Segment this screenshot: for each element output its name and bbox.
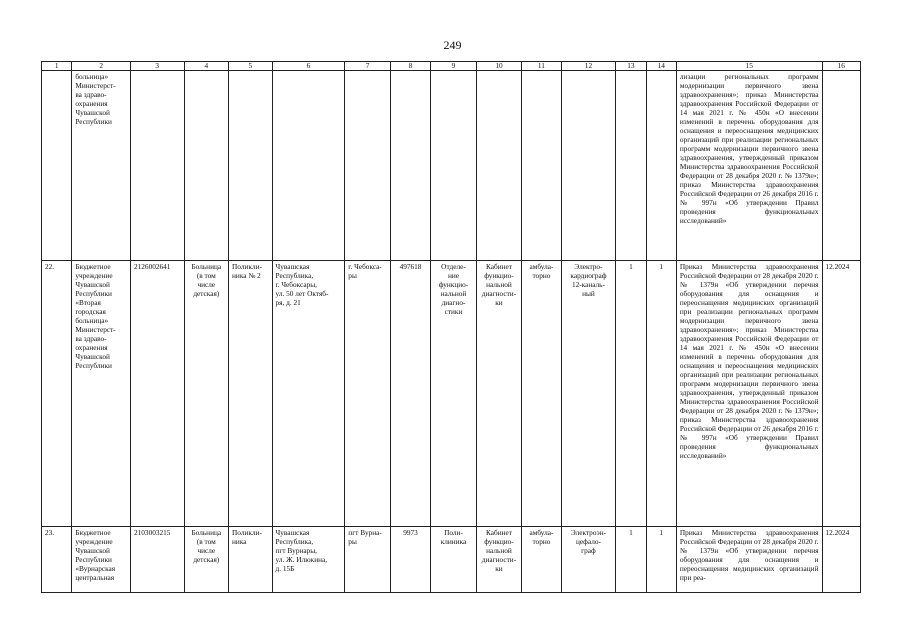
header-cell: 15 [676,62,822,71]
header-cell: 9 [431,62,477,71]
header-cell: 7 [345,62,391,71]
cabinet-cell: Кабинет функцио- нальной диагности- ки [476,526,522,592]
unit-cell: Поликли- ника [229,526,272,592]
header-cell: 4 [184,62,228,71]
header-cell: 14 [646,62,676,71]
row-number-cell: 23. [42,526,72,592]
header-cell: 3 [130,62,184,71]
header-cell: 11 [522,62,561,71]
legal-basis-cell: Приказ Министерства здравоохранения Российской Федерации от 28 декабря 2020 г. № 1379н «Об утверждении перечня оборудования для оснащения и переоснащения медицинских организаций при реализации региональных программ модернизации первичного звена здравоохранения»; приказ Министерства здравоохранения Российской Федерации от 14 мая 2021 г. № 450н «О внесении изменений в перечень оборудования для оснащения и переоснащения медицинских организаций при реализации региональных программ модернизации первичного звена здравоохранения, утвержденный приказом Министерства здравоохранения Российской Федерации от 28 декабря 2020 г. № 1379н»; приказ Министерства здравоохранения Российской Федерации от 26 декабря 2016 г. № 997н «Об утверждении Правил проведения функциональных исследований» [676,260,822,526]
organization-cell: Бюджетное учреждение Чувашской Республики «Вторая городская больница» Министерст- ва здраво- охранения Чувашской Республики [72,260,131,526]
table-row [42,70,861,260]
locality-cell [345,70,391,260]
unit-cell: Поликли- ника № 2 [229,260,272,526]
legal-basis-cell: лизации региональных программ модернизации первичного звена здравоохранения»; приказ Министерства здравоохранения Российской Федерации от 14 мая 2021 г. № 450н «О внесении изменений в перечень оборудования для оснащения и переоснащения медицинских организаций при реализации региональных программ модернизации первичного звена здравоохранения, утвержденный приказом Министерства здравоохранения Российской Федерации от 28 декабря 2020 г. № 1379н»; приказ Министерства здравоохранения Российской Федерации от 26 декабря 2016 г. № 997н «Об утверждении Правил проведения функциональных исследований» [676,70,822,260]
equipment-cell [561,70,616,260]
type-cell: Больница (в том числе детская) [184,526,228,592]
condition-cell: амбула- торно [522,260,561,526]
locality-cell: г. Чебокса- ры [345,260,391,526]
department-cell: Отделе- ние функцио- нальной диагно- стики [431,260,477,526]
locality-cell: пгт Вурна- ры [345,526,391,592]
code-cell: 497618 [390,260,430,526]
cabinet-cell [476,70,522,260]
page-number: 249 [443,38,462,52]
condition-cell: амбула- торно [522,526,561,592]
cabinet-cell: Кабинет функцио- нальной диагности- ки [476,260,522,526]
quantity-cell: 1 [646,526,676,592]
column-number-header [42,62,861,71]
department-cell: Поли- клиника [431,526,477,592]
equipment-cell: Электроэн- цефало- граф [561,526,616,592]
header-cell: 5 [229,62,272,71]
header-cell: 2 [72,62,131,71]
row-number-cell: 22. [42,260,72,526]
organization-cell: больница» Министерст- ва здраво- охранения Чувашской Республики [72,70,131,260]
quantity-cell [616,70,646,260]
header-cell: 6 [272,62,345,71]
date-cell: 12.2024 [822,526,861,592]
equipment-cell: Электро- кардиограф 12-каналь- ный [561,260,616,526]
row-number-cell [42,70,72,260]
header-cell: 1 [42,62,72,71]
quantity-cell: 1 [616,526,646,592]
quantity-cell [646,70,676,260]
code-cell: 9973 [390,526,430,592]
code-cell [390,70,430,260]
header-cell: 16 [822,62,861,71]
inn-cell: 2103003215 [130,526,184,592]
legal-basis-cell: Приказ Министерства здравоохранения Российской Федерации от 28 декабря 2020 г. № 1379н «Об утверждении перечня оборудования для оснащения и переоснащения медицинских организаций при реа- [676,526,822,592]
inn-cell [130,70,184,260]
table-row [42,526,861,592]
organization-cell: Бюджетное учреждение Чувашской Республики «Вурнарская центральная [72,526,131,592]
date-cell: 12.2024 [822,260,861,526]
quantity-cell: 1 [646,260,676,526]
type-cell [184,70,228,260]
header-cell: 13 [616,62,646,71]
inn-cell: 2126002641 [130,260,184,526]
type-cell: Больница (в том числе детская) [184,260,228,526]
address-cell: Чувашская Республика, г. Чебоксары, ул. 50 лет Октяб- ря, д. 21 [272,260,345,526]
address-cell [272,70,345,260]
equipment-table [41,61,861,593]
condition-cell [522,70,561,260]
quantity-cell: 1 [616,260,646,526]
address-cell: Чувашская Республика, пгт Вурнары, ул. Ж. Илюкина, д. 15Б [272,526,345,592]
header-cell: 12 [561,62,616,71]
header-cell: 10 [476,62,522,71]
department-cell [431,70,477,260]
header-cell: 8 [390,62,430,71]
unit-cell [229,70,272,260]
table-row [42,260,861,526]
date-cell [822,70,861,260]
